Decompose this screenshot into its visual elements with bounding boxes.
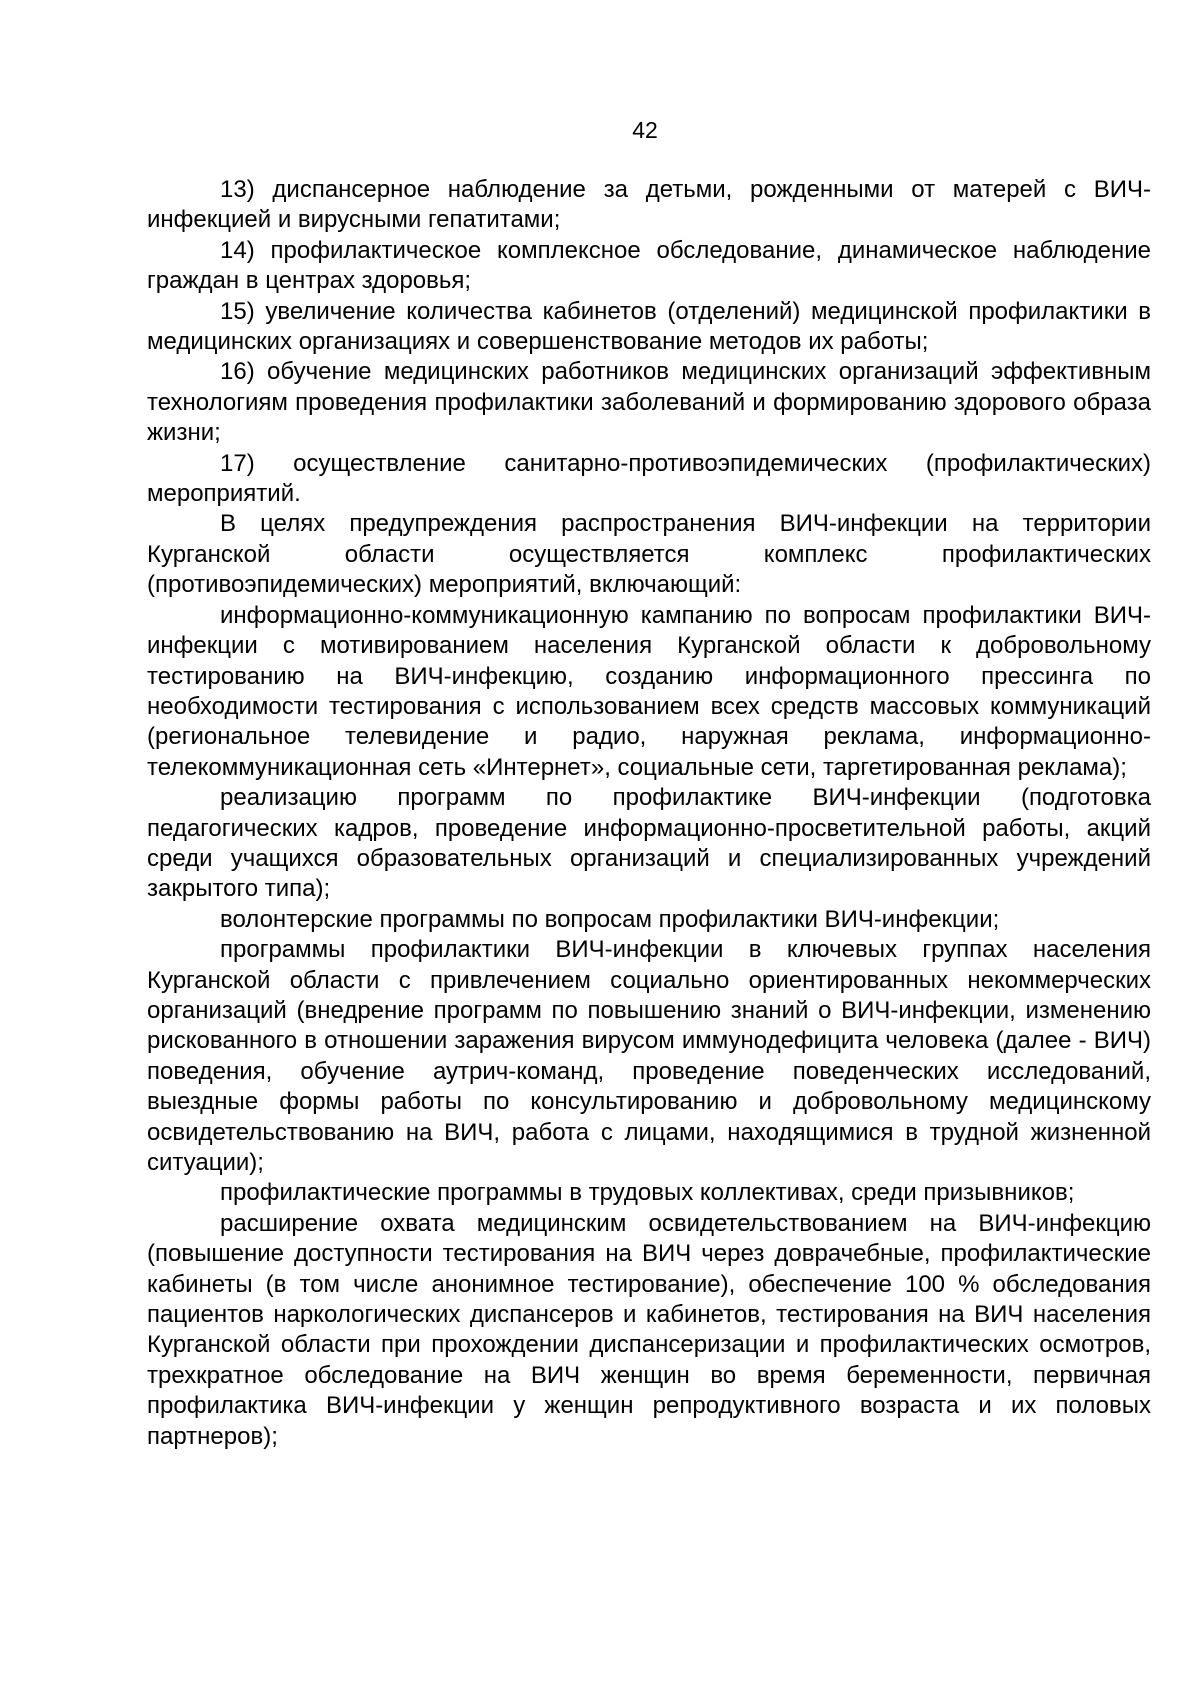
measure-testing-coverage: расширение охвата медицинским освидетельствованием на ВИЧ-инфекцию (повышение доступности тестирования на ВИЧ через доврачебные, профилактические кабинеты (в том числе анонимное тестирование), обеспечение 100 % обследования пациентов наркологических диспансеров и кабинетов, тестирования на ВИЧ населения Курганской области при прохождении диспансеризации и профилактических осмотров, трехкратное обследование на ВИЧ женщин во время беременности, первичная профилактика ВИЧ-инфекции у женщин репродуктивного возраста и их половых партнеров); — [147, 1209, 1151, 1450]
measure-prevention-programs: реализацию программ по профилактике ВИЧ-инфекции (подготовка педагогических кадров, проведение информационно-просветительной работы, акций среди учащихся образовательных организаций и специализированных учреждений закрытого типа); — [147, 784, 1151, 903]
page-number: 42 — [632, 117, 658, 143]
list-item-13: 13) диспансерное наблюдение за детьми, рожденными от матерей с ВИЧ-инфекцией и вирусными гепатитами; — [147, 176, 1151, 234]
measure-key-groups-programs: программы профилактики ВИЧ-инфекции в ключевых группах населения Курганской области с привлечением социально ориентированных некоммерческих организаций (внедрение программ по повышению знаний о ВИЧ-инфекции, изменению рискованного в отношении заражения вирусом иммунодефицита человека (далее - ВИЧ) поведения, обучение аутрич-команд, проведение поведенческих исследований, выездные формы работы по консультированию и добровольному медицинскому освидетельствованию на ВИЧ, работа с лицами, находящимися в трудной жизненной ситуации); — [147, 936, 1151, 1176]
measure-information-campaign: информационно-коммуникационную кампанию по вопросам профилактики ВИЧ-инфекции с мотивированием населения Курганской области к добровольному тестированию на ВИЧ-инфекцию, созданию информационного прессинга по необходимости тестирования с использованием всех средств массовых коммуникаций (региональное телевидение и радио, наружная реклама, информационно-телекоммуникационная сеть «Интернет», социальные сети, таргетированная реклама); — [147, 601, 1151, 781]
measure-workplace-programs: профилактические программы в трудовых коллективах, среди призывников; — [220, 1179, 1075, 1207]
list-item-16: 16) обучение медицинских работников медицинских организаций эффективным технологиям проведения профилактики заболеваний и формированию здорового образа жизни; — [147, 358, 1151, 447]
document-body — [147, 175, 1151, 1452]
list-item-15: 15) увеличение количества кабинетов (отделений) медицинской профилактики в медицинских организациях и совершенствование методов их работы; — [147, 297, 1151, 356]
list-item-17: 17) осуществление санитарно-противоэпидемических (профилактических) мероприятий. — [147, 449, 1151, 508]
measures-intro-paragraph: В целях предупреждения распространения ВИЧ-инфекции на территории Курганской области осуществляется комплекс профилактических (противоэпидемических) мероприятий, включающий: — [147, 510, 1151, 599]
list-item-14: 14) профилактическое комплексное обследование, динамическое наблюдение граждан в центрах здоровья; — [147, 236, 1151, 295]
measure-volunteer-programs: волонтерские программы по вопросам профилактики ВИЧ-инфекции; — [220, 905, 1000, 933]
